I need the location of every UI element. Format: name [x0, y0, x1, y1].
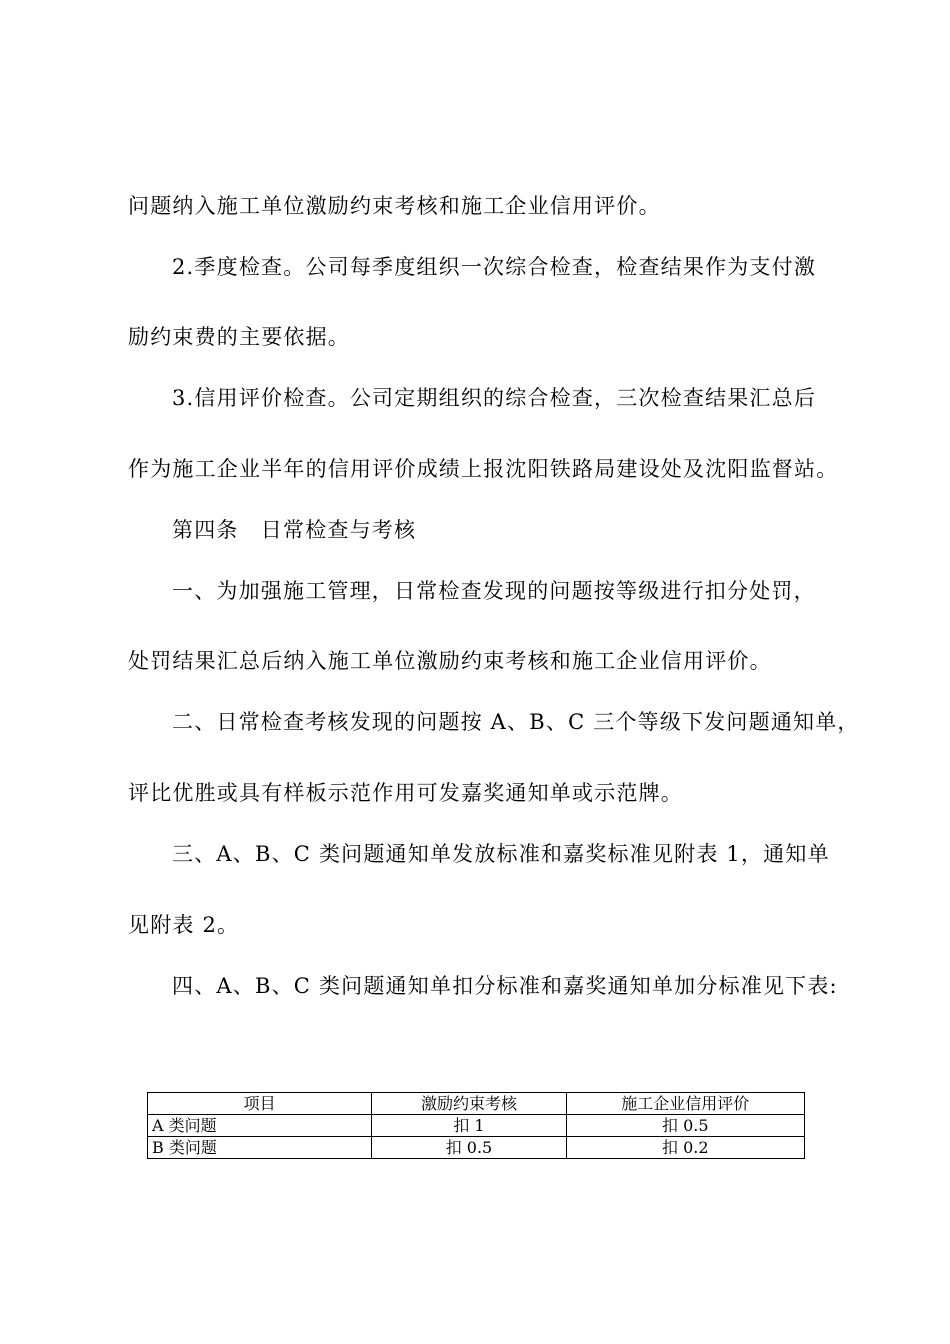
- paragraph-line: 三、A、B、C 类问题通知单发放标准和嘉奖标准见附表 1，通知单: [172, 842, 830, 866]
- table-cell: 扣 0.5: [372, 1137, 566, 1159]
- table-cell: A 类问题: [148, 1115, 372, 1137]
- table-header-cell: 激励约束考核: [372, 1093, 566, 1115]
- paragraph-line: 处罚结果汇总后纳入施工单位激励约束考核和施工企业信用评价。: [128, 649, 772, 673]
- paragraph-line: 作为施工企业半年的信用评价成绩上报沈阳铁路局建设处及沈阳监督站。: [128, 457, 839, 481]
- paragraph-line: 3.信用评价检查。公司定期组织的综合检查，三次检查结果汇总后: [172, 386, 817, 410]
- paragraph-line: 2.季度检查。公司每季度组织一次综合检查，检查结果作为支付激: [172, 255, 817, 279]
- score-table: [147, 1092, 805, 1159]
- table-cell: B 类问题: [148, 1137, 372, 1159]
- table-cell: 扣 1: [372, 1115, 566, 1137]
- table-header-cell: 项目: [148, 1093, 372, 1115]
- table-header-row: [148, 1093, 805, 1115]
- table-cell: 扣 0.2: [566, 1137, 804, 1159]
- table-cell: 扣 0.5: [566, 1115, 804, 1137]
- paragraph-line: 问题纳入施工单位激励约束考核和施工企业信用评价。: [128, 194, 661, 218]
- paragraph-line: 见附表 2。: [128, 913, 240, 937]
- table-row: [148, 1115, 805, 1137]
- paragraph-line: 励约束费的主要依据。: [128, 325, 350, 349]
- paragraph-line: 二、日常检查考核发现的问题按 A、B、C 三个等级下发问题通知单，: [172, 710, 860, 734]
- paragraph-line: 一、为加强施工管理，日常检查发现的问题按等级进行扣分处罚，: [172, 579, 816, 603]
- table-row: [148, 1137, 805, 1159]
- paragraph-line: 四、A、B、C 类问题通知单扣分标准和嘉奖通知单加分标准见下表:: [172, 974, 838, 998]
- section-heading: 第四条 日常检查与考核: [172, 518, 417, 542]
- table-header-cell: 施工企业信用评价: [566, 1093, 804, 1115]
- paragraph-line: 评比优胜或具有样板示范作用可发嘉奖通知单或示范牌。: [128, 781, 683, 805]
